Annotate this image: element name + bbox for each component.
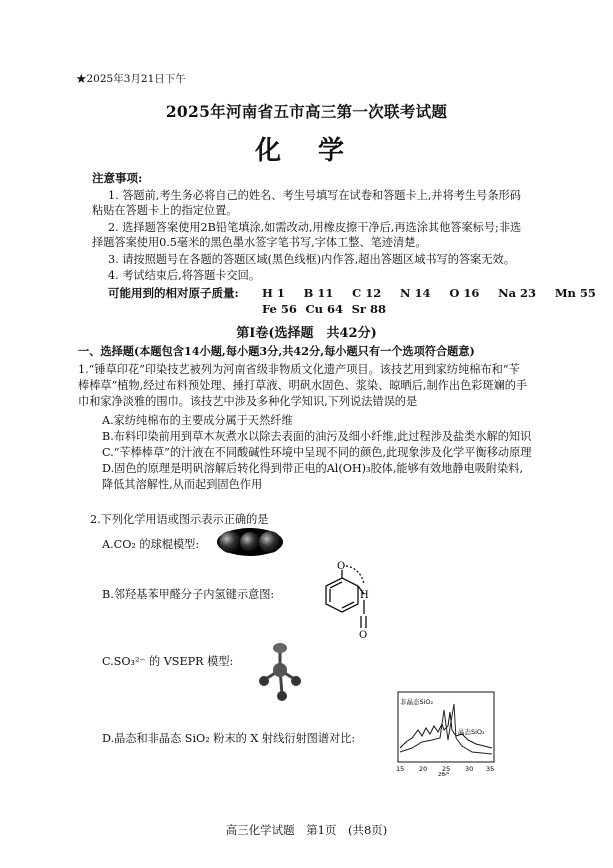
q1-option-c: C.“苄棒棒草”的汁液在不同酸碱性环境中呈现不同的颜色,此现象涉及化学平衡移动原理 (102, 446, 532, 459)
xrd-tick: 15 (396, 765, 405, 773)
q2-option-d: D.晶态和非晶态 SiO₂ 粉末的 X 射线衍射图谱对比: (102, 732, 356, 745)
mass-mn: Mn 55 (554, 286, 596, 300)
mass-cu: Cu 64 (305, 302, 343, 316)
part1-instruction: 一、选择题(本题包含14小题,每小题3分,共42分,每小题只有一个选项符合题意) (78, 344, 475, 358)
exam-title: 2025年河南省五市高三第一次联考试题 (165, 102, 448, 121)
xrd-label-amorphous: 晶态SiO₂ (458, 728, 485, 736)
o-hydroxybenzaldehyde-structure (306, 558, 378, 642)
q2-option-a: A.CO₂ 的球棍模型: (102, 538, 200, 551)
mass-c: C 12 (352, 286, 382, 300)
subject-title: 化 学 (254, 136, 359, 166)
notice-item-3: 3. 请按照题号在各题的答题区域(黑色线框)内作答,超出答题区域书写的答案无效。 (108, 253, 515, 266)
page-footer: 高三化学试题 第1页 (共8页) (225, 823, 388, 837)
mass-h: H 1 (262, 286, 285, 300)
mass-o: O 16 (449, 286, 480, 300)
xrd-tick: 30 (465, 765, 474, 773)
notice-item-4: 4. 考试结束后,将答题卡交回。 (108, 269, 261, 282)
masses-row-2 (262, 302, 386, 317)
notice-item-2: 2. 选择题答案使用2B铅笔填涂,如需改动,用橡皮擦干净后,再选涂其他答案标号;非选择题答案使用0.5毫米的黑色墨水签字笔书写,字体工整、笔迹清楚。 (92, 221, 522, 249)
masses-row-1 (262, 286, 596, 301)
xrd-pattern (392, 690, 500, 776)
carbonyl-o-label: O (359, 630, 368, 641)
xrd-label-crystal: 非晶态SiO₂ (400, 698, 434, 706)
q1-stem: 1.“锤草印花”印染技艺被列为河南省级非物质文化遗产项目。该技艺用到家纺纯棉布和“苄棒棒草”植物,经过布料预处理、捶打草液、明矾水固色、浆染、晾晒后,制作出色彩斑斓的手巾和家净淡雅的围巾。该技艺中涉及多种化学知识,下列说法错误的是 (78, 363, 528, 408)
notice-heading: 注意事项: (92, 171, 143, 185)
xrd-tick: 25 (442, 765, 451, 773)
q1-option-b: B.布料印染前用到草木灰煮水以除去表面的油污及细小纤维,此过程涉及盐类水解的知识 (102, 430, 532, 443)
so3-vsepr-model (256, 640, 304, 706)
q2-option-c: C.SO₃²⁻ 的 VSEPR 模型: (102, 655, 234, 668)
part1-title: 第Ⅰ卷(选择题 共42分) (236, 326, 377, 341)
q2-stem: 2.下列化学用语或图示表示正确的是 (90, 513, 269, 526)
q1-option-d: D.固色的原理是明矾溶解后转化得到带正电的Al(OH)₃胶体,能够有效地静电吸附染料,降低其溶解性,从而起到固色作用 (102, 462, 524, 491)
mass-sr: Sr 88 (351, 302, 386, 316)
mass-fe: Fe 56 (262, 302, 297, 316)
aldehyde-h-label: H (360, 590, 369, 601)
hydroxyl-o-label: O (337, 561, 346, 572)
xrd-axis-label: 2θ/° (438, 772, 450, 776)
mass-n: N 14 (400, 286, 431, 300)
notice-item-1: 1. 答题前,考生务必将自己的姓名、考生号填写在试卷和答题卡上,并将考生号条形码粘贴在答题卡上的指定位置。 (92, 189, 521, 217)
q1-option-a: A.家纺纯棉布的主要成分属于天然纤维 (102, 414, 293, 427)
mass-label: 可能用到的相对原子质量: (108, 286, 239, 300)
xrd-tick: 35 (486, 765, 495, 773)
mass-na: Na 23 (498, 286, 537, 300)
date-note: ★2025年3月21日下午 (76, 73, 186, 85)
q2-option-b: B.邻羟基苯甲醛分子内氢键示意图: (102, 588, 275, 601)
xrd-tick: 20 (419, 765, 428, 773)
mass-b: B 11 (303, 286, 334, 300)
co2-ball-stick-model (216, 527, 284, 557)
